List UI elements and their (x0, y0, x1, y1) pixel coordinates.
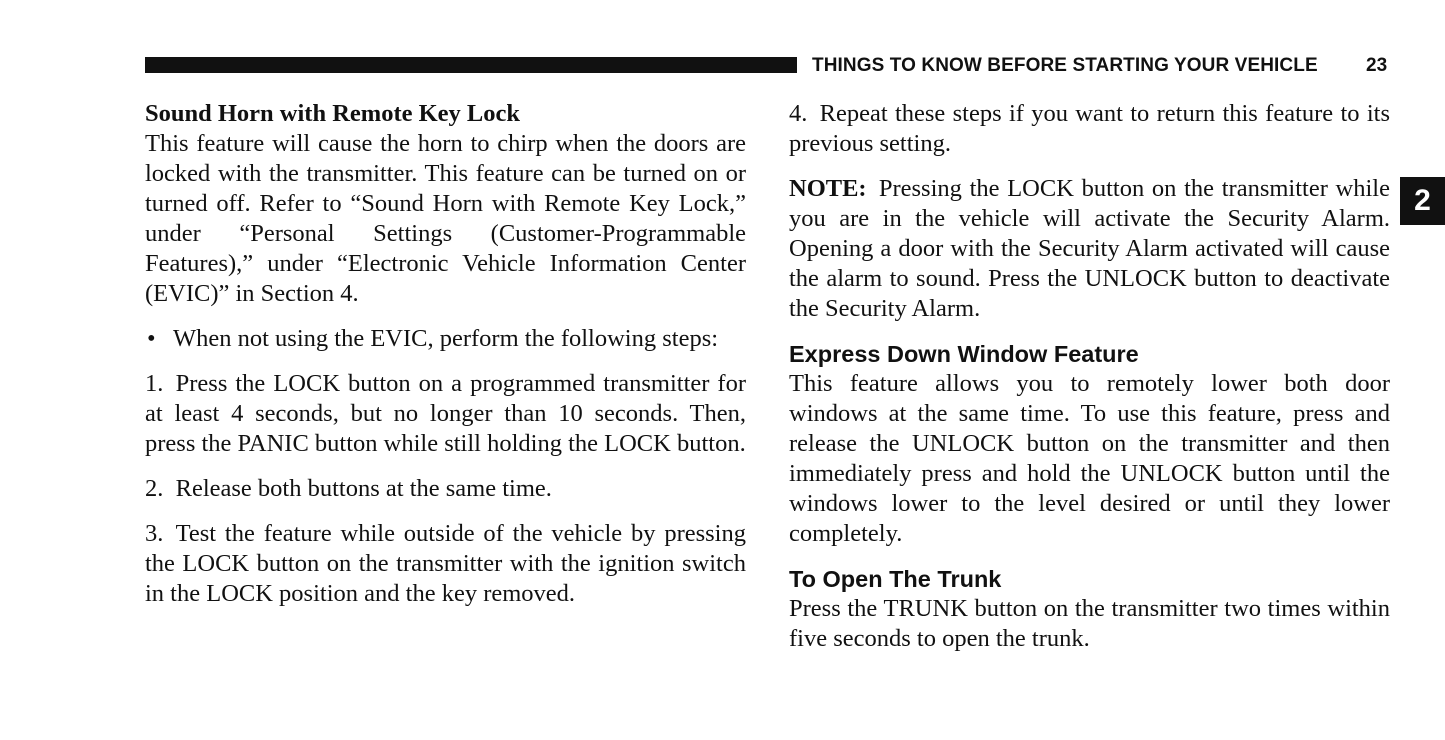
step-4: 4. Repeat these steps if you want to return this feature to its previous setting. (789, 100, 1390, 157)
step-2: 2. Release both buttons at the same time. (145, 475, 552, 502)
express-down-heading: Express Down Window Feature (789, 341, 1139, 367)
bullet-icon: • (147, 325, 156, 352)
note-text: Pressing the LOCK button on the transmitter while you are in the vehicle will activate the Security Alarm. Opening a door with the Security Alarm activated will cause the alarm to sound. Press the UNLOCK button to deactivate the Security Alarm. (789, 175, 1390, 322)
note-paragraph (789, 174, 1390, 324)
sound-horn-heading: Sound Horn with Remote Key Lock (145, 100, 521, 127)
header-rule (145, 57, 797, 73)
step-1: 1. Press the LOCK button on a programmed transmitter for at least 4 seconds, but no longer than 10 seconds. Then, press the PANIC button while still holding the LOCK button. (145, 370, 746, 457)
section-tab: 2 (1400, 177, 1445, 225)
running-header-title: THINGS TO KNOW BEFORE STARTING YOUR VEHICLE (812, 55, 1318, 76)
open-trunk-heading: To Open The Trunk (789, 566, 1002, 592)
step-3: 3. Test the feature while outside of the vehicle by pressing the LOCK button on the transmitter with the ignition switch in the LOCK position and the key removed. (145, 520, 746, 607)
evic-bullet-item (145, 324, 746, 354)
left-column (145, 99, 746, 609)
sound-horn-intro: This feature will cause the horn to chirp when the doors are locked with the transmitter. This feature can be turned on or turned off. Refer to “Sound Horn with Remote Key Lock,” under “Personal Settings (Customer-Programmable Features),” under “Electronic Vehicle Information Center (EVIC)” in Section 4. (145, 130, 746, 307)
bullet-text: When not using the EVIC, perform the following steps: (173, 325, 719, 352)
note-label: NOTE: (789, 175, 867, 202)
right-column (789, 99, 1390, 654)
express-down-text: This feature allows you to remotely lower both door windows at the same time. To use this feature, press and release the UNLOCK button on the transmitter and then immediately press and hold the UNLOCK button until the windows lower to the level desired or until they lower completely. (789, 370, 1390, 547)
page-number: 23 (1366, 55, 1388, 76)
open-trunk-text: Press the TRUNK button on the transmitter two times within five seconds to open the trunk. (789, 595, 1390, 652)
